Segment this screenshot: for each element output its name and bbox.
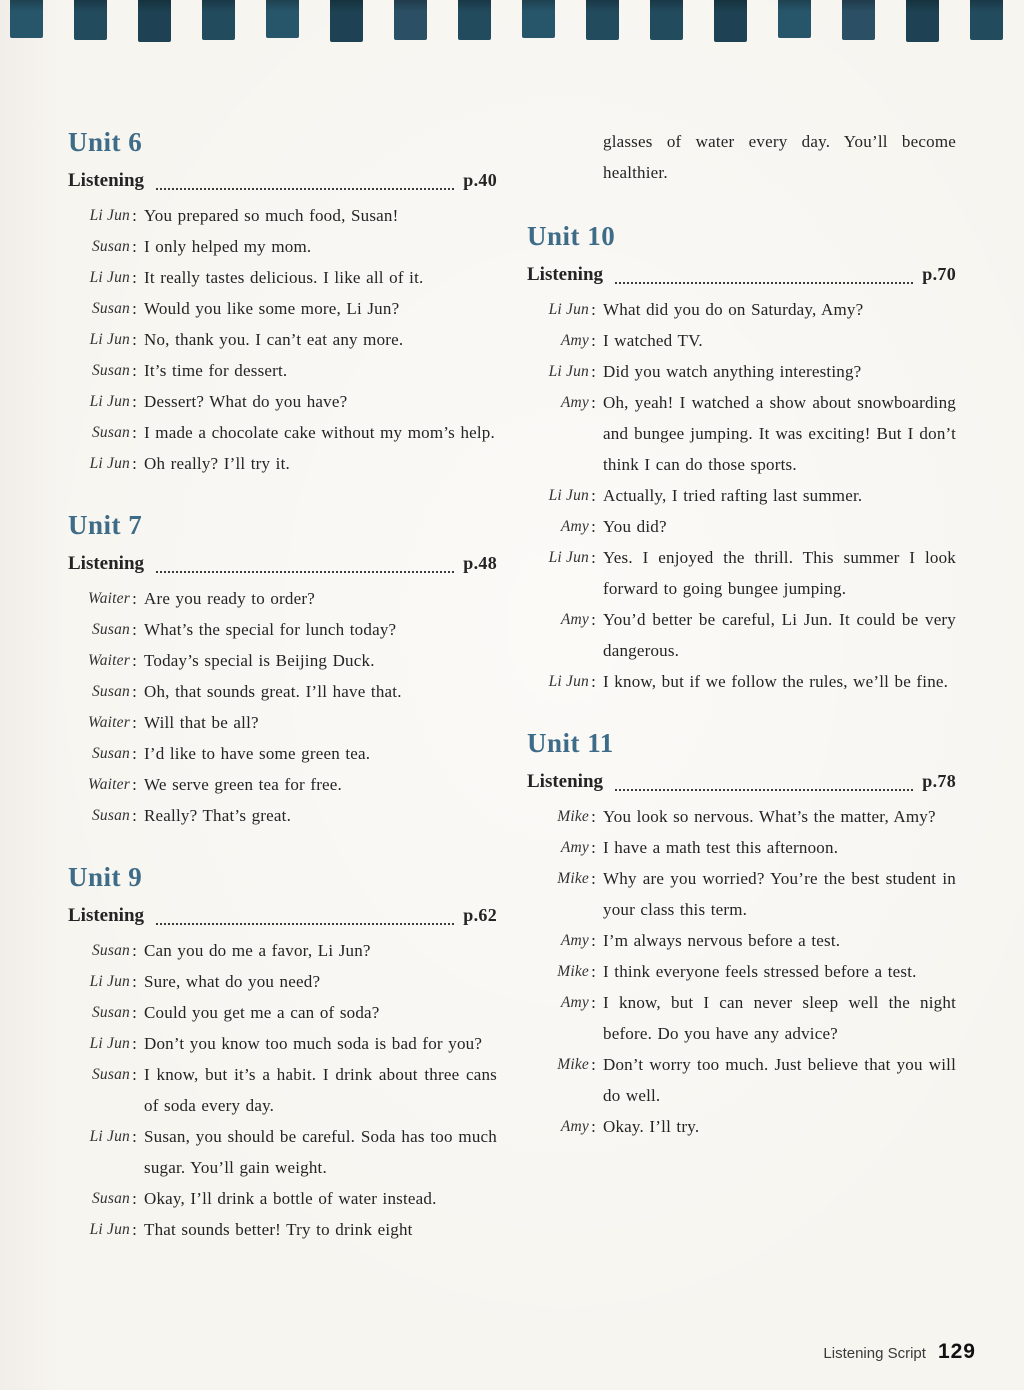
dialogue-text: Sure, what do you need? bbox=[144, 972, 321, 991]
speaker-colon: : bbox=[591, 962, 596, 981]
dialogue-text: No, thank you. I can’t eat any more. bbox=[144, 330, 404, 349]
dialogue-line bbox=[527, 387, 956, 480]
unit-section bbox=[68, 861, 497, 1245]
dialogue-line bbox=[527, 480, 956, 511]
unit-title: Unit 9 bbox=[68, 862, 143, 892]
speaker-colon: : bbox=[591, 610, 596, 629]
dialogue-line bbox=[68, 200, 497, 231]
binding-bar bbox=[842, 0, 875, 40]
dotted-leader bbox=[156, 188, 454, 190]
speaker-colon: : bbox=[591, 838, 596, 857]
dialogue-text: Did you watch anything interesting? bbox=[603, 362, 862, 381]
speaker-name: Li Jun bbox=[89, 1128, 130, 1145]
dialogue-line bbox=[68, 707, 497, 738]
speaker-colon: : bbox=[132, 1189, 137, 1208]
unit-section bbox=[527, 727, 956, 1142]
dialogue-line bbox=[68, 738, 497, 769]
speaker-name: Li Jun bbox=[548, 301, 589, 318]
dialogue-line bbox=[527, 925, 956, 956]
speaker-colon: : bbox=[132, 361, 137, 380]
speaker-colon: : bbox=[591, 931, 596, 950]
speaker-name: Susan bbox=[91, 424, 130, 441]
speaker-colon: : bbox=[591, 362, 596, 381]
speaker-colon: : bbox=[591, 672, 596, 691]
dialogue-text: You look so nervous. What’s the matter, Amy? bbox=[603, 807, 936, 826]
speaker-name: Li Jun bbox=[89, 1221, 130, 1238]
speaker-colon: : bbox=[132, 1220, 137, 1239]
dialogue-line bbox=[68, 231, 497, 262]
binding-stripes bbox=[10, 0, 1003, 42]
speaker-name: Susan bbox=[91, 1190, 130, 1207]
speaker-name: Susan bbox=[91, 683, 130, 700]
speaker-colon: : bbox=[132, 775, 137, 794]
dialogue-line bbox=[68, 293, 497, 324]
speaker-name: Amy bbox=[560, 518, 589, 535]
unit-section bbox=[527, 220, 956, 697]
listening-label: Listening bbox=[68, 170, 145, 191]
speaker-colon: : bbox=[132, 330, 137, 349]
dialogue-text: Yes. I enjoyed the thrill. This summer I look forward to going bungee jumping. bbox=[603, 548, 956, 598]
speaker-colon: : bbox=[591, 993, 596, 1012]
speaker-colon: : bbox=[591, 331, 596, 350]
speaker-colon: : bbox=[132, 713, 137, 732]
dialogue-line bbox=[68, 769, 497, 800]
speaker-name: Li Jun bbox=[89, 331, 130, 348]
speaker-name: Waiter bbox=[88, 776, 130, 793]
dialogue-text: I’d like to have some green tea. bbox=[144, 744, 371, 763]
speaker-colon: : bbox=[591, 517, 596, 536]
dialogue-text: Dessert? What do you have? bbox=[144, 392, 348, 411]
speaker-colon: : bbox=[132, 1127, 137, 1146]
speaker-colon: : bbox=[132, 237, 137, 256]
binding-bar bbox=[458, 0, 491, 40]
dialogue-line bbox=[68, 1121, 497, 1183]
dialogue-text: Okay. I’ll try. bbox=[603, 1117, 700, 1136]
binding-bar bbox=[394, 0, 427, 40]
listening-row bbox=[527, 259, 956, 290]
dialogue-text: It really tastes delicious. I like all of it. bbox=[144, 268, 424, 287]
dialogue-text: Can you do me a favor, Li Jun? bbox=[144, 941, 371, 960]
speaker-name: Susan bbox=[91, 1004, 130, 1021]
binding-bar bbox=[714, 0, 747, 42]
speaker-name: Li Jun bbox=[89, 973, 130, 990]
dialogue-line bbox=[68, 386, 497, 417]
speaker-name: Li Jun bbox=[89, 207, 130, 224]
listening-row bbox=[527, 766, 956, 797]
speaker-name: Susan bbox=[91, 745, 130, 762]
dialogue-text: You did? bbox=[603, 517, 667, 536]
footer-section-label: Listening Script bbox=[823, 1345, 926, 1362]
speaker-name: Mike bbox=[557, 1056, 589, 1073]
dialogue-line bbox=[527, 863, 956, 925]
dotted-leader bbox=[156, 923, 454, 925]
dialogue-line bbox=[527, 1049, 956, 1111]
speaker-colon: : bbox=[132, 1003, 137, 1022]
dialogue-text: I know, but I can never sleep well the night before. Do you have any advice? bbox=[603, 993, 956, 1043]
dialogue-text: Will that be all? bbox=[144, 713, 259, 732]
speaker-name: Li Jun bbox=[89, 1035, 130, 1052]
dialogue-line bbox=[68, 262, 497, 293]
dialogue-block bbox=[527, 294, 956, 697]
dialogue-text: Could you get me a can of soda? bbox=[144, 1003, 380, 1022]
speaker-colon: : bbox=[132, 941, 137, 960]
dialogue-text: Oh, that sounds great. I’ll have that. bbox=[144, 682, 402, 701]
dialogue-text: Are you ready to order? bbox=[144, 589, 315, 608]
dialogue-line bbox=[68, 997, 497, 1028]
dialogue-line bbox=[527, 294, 956, 325]
dialogue-block bbox=[68, 200, 497, 479]
dialogue-block bbox=[68, 583, 497, 831]
listening-page-ref: p.78 bbox=[922, 771, 956, 791]
dialogue-text: Really? That’s great. bbox=[144, 806, 292, 825]
dialogue-line bbox=[527, 325, 956, 356]
dialogue-line bbox=[68, 676, 497, 707]
binding-bar bbox=[330, 0, 363, 42]
listening-row bbox=[68, 900, 497, 931]
speaker-name: Li Jun bbox=[548, 673, 589, 690]
speaker-colon: : bbox=[132, 1034, 137, 1053]
dialogue-line bbox=[68, 614, 497, 645]
dotted-leader bbox=[615, 789, 913, 791]
speaker-colon: : bbox=[132, 806, 137, 825]
speaker-colon: : bbox=[591, 393, 596, 412]
dialogue-text: Would you like some more, Li Jun? bbox=[144, 299, 400, 318]
dotted-leader bbox=[156, 571, 454, 573]
unit-title: Unit 11 bbox=[527, 728, 614, 758]
speaker-name: Mike bbox=[557, 963, 589, 980]
speaker-colon: : bbox=[132, 423, 137, 442]
unit-section bbox=[68, 509, 497, 831]
dialogue-text: Oh, yeah! I watched a show about snowboarding and bungee jumping. It was exciting! But I don’t think I can do those sports. bbox=[603, 393, 956, 474]
dialogue-line bbox=[68, 448, 497, 479]
dialogue-line bbox=[527, 832, 956, 863]
speaker-name: Susan bbox=[91, 362, 130, 379]
dialogue-line bbox=[68, 1059, 497, 1121]
speaker-name: Amy bbox=[560, 994, 589, 1011]
dialogue-line bbox=[527, 666, 956, 697]
listening-row bbox=[68, 165, 497, 196]
listening-page-ref: p.48 bbox=[463, 553, 497, 573]
dialogue-line bbox=[68, 800, 497, 831]
dialogue-text: That sounds better! Try to drink eight bbox=[144, 1220, 413, 1239]
left-column bbox=[68, 126, 497, 1245]
speaker-name: Li Jun bbox=[89, 393, 130, 410]
binding-bar bbox=[970, 0, 1003, 40]
dialogue-text: Why are you worried? You’re the best student in your class this term. bbox=[603, 869, 956, 919]
speaker-name: Li Jun bbox=[548, 363, 589, 380]
speaker-name: Susan bbox=[91, 807, 130, 824]
speaker-colon: : bbox=[591, 807, 596, 826]
listening-label: Listening bbox=[68, 905, 145, 926]
speaker-name: Susan bbox=[91, 621, 130, 638]
dialogue-block bbox=[527, 801, 956, 1142]
dialogue-text: Don’t you know too much soda is bad for you? bbox=[144, 1034, 483, 1053]
speaker-colon: : bbox=[132, 299, 137, 318]
dialogue-text: I think everyone feels stressed before a test. bbox=[603, 962, 917, 981]
listening-label: Listening bbox=[527, 771, 604, 792]
speaker-name: Susan bbox=[91, 238, 130, 255]
dialogue-line bbox=[68, 583, 497, 614]
speaker-name: Amy bbox=[560, 1118, 589, 1135]
dialogue-line bbox=[527, 542, 956, 604]
dialogue-line bbox=[68, 324, 497, 355]
speaker-name: Li Jun bbox=[548, 487, 589, 504]
speaker-name: Susan bbox=[91, 300, 130, 317]
speaker-name: Susan bbox=[91, 942, 130, 959]
page-footer bbox=[823, 1340, 976, 1364]
dialogue-text: It’s time for dessert. bbox=[144, 361, 288, 380]
speaker-colon: : bbox=[132, 682, 137, 701]
dialogue-line bbox=[527, 987, 956, 1049]
dialogue-text: I have a math test this afternoon. bbox=[603, 838, 839, 857]
listening-row bbox=[68, 548, 497, 579]
speaker-colon: : bbox=[591, 548, 596, 567]
speaker-colon: : bbox=[132, 620, 137, 639]
dialogue-line bbox=[527, 1111, 956, 1142]
speaker-name: Amy bbox=[560, 839, 589, 856]
speaker-colon: : bbox=[132, 589, 137, 608]
speaker-colon: : bbox=[132, 392, 137, 411]
right-column bbox=[527, 126, 956, 1142]
dialogue-text: You’d better be careful, Li Jun. It could be very dangerous. bbox=[603, 610, 956, 660]
dialogue-line bbox=[527, 801, 956, 832]
speaker-name: Amy bbox=[560, 332, 589, 349]
listening-label: Listening bbox=[527, 264, 604, 285]
speaker-colon: : bbox=[591, 1117, 596, 1136]
binding-bar bbox=[650, 0, 683, 40]
dialogue-text: I made a chocolate cake without my mom’s help. bbox=[144, 423, 495, 442]
dialogue-text: I only helped my mom. bbox=[144, 237, 312, 256]
dialogue-text: Okay, I’ll drink a bottle of water instead. bbox=[144, 1189, 437, 1208]
dialogue-text: Oh really? I’ll try it. bbox=[144, 454, 290, 473]
unit-title: Unit 10 bbox=[527, 221, 616, 251]
binding-bar bbox=[778, 0, 811, 38]
speaker-colon: : bbox=[591, 1055, 596, 1074]
dialogue-text: What did you do on Saturday, Amy? bbox=[603, 300, 864, 319]
binding-bar bbox=[266, 0, 299, 38]
dialogue-line bbox=[68, 935, 497, 966]
binding-bar bbox=[586, 0, 619, 40]
speaker-colon: : bbox=[132, 1065, 137, 1084]
speaker-name: Li Jun bbox=[89, 269, 130, 286]
dialogue-line bbox=[527, 604, 956, 666]
dialogue-text: Today’s special is Beijing Duck. bbox=[144, 651, 375, 670]
speaker-colon: : bbox=[132, 454, 137, 473]
speaker-name: Waiter bbox=[88, 590, 130, 607]
binding-bar bbox=[10, 0, 43, 38]
dialogue-line bbox=[527, 956, 956, 987]
speaker-colon: : bbox=[591, 486, 596, 505]
dialogue-text: Actually, I tried rafting last summer. bbox=[603, 486, 863, 505]
binding-bar bbox=[522, 0, 555, 38]
speaker-name: Mike bbox=[557, 808, 589, 825]
binding-bar bbox=[138, 0, 171, 42]
unit-title: Unit 7 bbox=[68, 510, 143, 540]
speaker-colon: : bbox=[132, 744, 137, 763]
speaker-colon: : bbox=[132, 206, 137, 225]
dialogue-line bbox=[68, 645, 497, 676]
speaker-colon: : bbox=[132, 651, 137, 670]
continuation-text: glasses of water every day. You’ll become healthier. bbox=[603, 132, 956, 182]
dialogue-text: I know, but if we follow the rules, we’ll be fine. bbox=[603, 672, 949, 691]
dialogue-text: I watched TV. bbox=[603, 331, 703, 350]
dialogue-block bbox=[68, 935, 497, 1245]
dialogue-line bbox=[68, 1214, 497, 1245]
speaker-name: Susan bbox=[91, 1066, 130, 1083]
dialogue-line bbox=[68, 417, 497, 448]
dialogue-text: You prepared so much food, Susan! bbox=[144, 206, 399, 225]
dialogue-text: Don’t worry too much. Just believe that you will do well. bbox=[603, 1055, 956, 1105]
speaker-name: Waiter bbox=[88, 652, 130, 669]
speaker-name: Waiter bbox=[88, 714, 130, 731]
dialogue-line bbox=[68, 1183, 497, 1214]
dialogue-line bbox=[527, 356, 956, 387]
speaker-name: Amy bbox=[560, 932, 589, 949]
speaker-name: Li Jun bbox=[548, 549, 589, 566]
binding-bar bbox=[74, 0, 107, 40]
dotted-leader bbox=[615, 282, 913, 284]
speaker-colon: : bbox=[132, 268, 137, 287]
binding-bar bbox=[906, 0, 939, 42]
listening-page-ref: p.40 bbox=[463, 170, 497, 190]
binding-bar bbox=[202, 0, 235, 40]
unit-section bbox=[68, 126, 497, 479]
listening-page-ref: p.70 bbox=[922, 264, 956, 284]
speaker-colon: : bbox=[591, 300, 596, 319]
speaker-colon: : bbox=[132, 972, 137, 991]
speaker-name: Li Jun bbox=[89, 455, 130, 472]
dialogue-line bbox=[527, 511, 956, 542]
speaker-name: Amy bbox=[560, 611, 589, 628]
listening-label: Listening bbox=[68, 553, 145, 574]
dialogue-text: Susan, you should be careful. Soda has too much sugar. You’ll gain weight. bbox=[144, 1127, 497, 1177]
footer-page-number: 129 bbox=[937, 1340, 976, 1363]
speaker-name: Mike bbox=[557, 870, 589, 887]
dialogue-line bbox=[68, 355, 497, 386]
dialogue-text: We serve green tea for free. bbox=[144, 775, 342, 794]
unit-title: Unit 6 bbox=[68, 127, 143, 157]
dialogue-line bbox=[68, 1028, 497, 1059]
speaker-name: Amy bbox=[560, 394, 589, 411]
dialogue-text: I know, but it’s a habit. I drink about three cans of soda every day. bbox=[144, 1065, 497, 1115]
dialogue-text: What’s the special for lunch today? bbox=[144, 620, 397, 639]
dialogue-text: I’m always nervous before a test. bbox=[603, 931, 841, 950]
dialogue-line bbox=[68, 966, 497, 997]
speaker-colon: : bbox=[591, 869, 596, 888]
listening-page-ref: p.62 bbox=[463, 905, 497, 925]
